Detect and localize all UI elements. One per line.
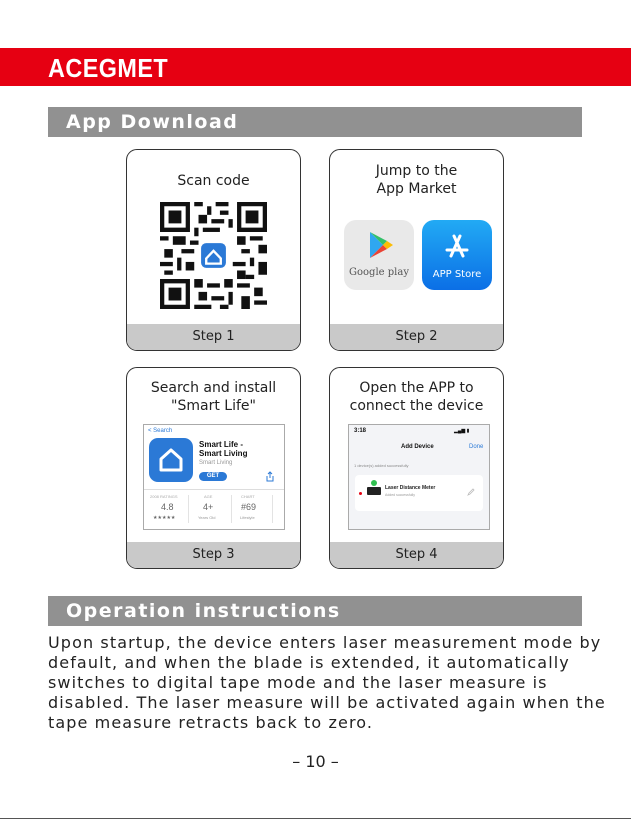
home-icon [149,438,193,482]
add-device-screenshot [348,424,490,530]
indicator-dot [359,492,362,495]
device-row[interactable] [355,475,483,511]
device-name: Laser Distance Meter [385,485,436,491]
step-title: Search and install "Smart Life" [150,380,277,414]
chart-label: Lifestyle [240,515,255,520]
brand-logo: ACEGMET [48,53,169,83]
rating-stars: ★★★★★ [153,515,176,521]
step-card-4 [329,367,504,569]
back-link: < Search [148,428,173,434]
smart-life-app-icon [149,438,193,482]
app-store-icon [442,230,472,260]
divider [188,495,189,523]
google-play-icon [368,230,394,260]
age-value: 4+ [203,502,214,512]
done-button[interactable]: Done [469,444,484,450]
step-card-2 [329,149,504,351]
status-icons: ▂▄▆ ▮ [454,428,470,434]
step-title: Scan code [177,173,250,189]
divider [272,495,273,523]
step-card-1 [126,149,301,351]
section-operation-instructions: Operation instructions [48,596,582,626]
app-listing-screenshot [143,424,285,530]
device-status: Added successfully [385,493,415,497]
get-button[interactable]: GET [199,472,227,481]
app-name: Smart Life - Smart Living [199,440,248,458]
step-title: Open the APP to connect the device [349,380,484,414]
step-label: Step 3 [127,542,300,568]
ratings-header: 2008 RATINGS [150,494,178,499]
app-store-label: APP Store [432,269,482,280]
qr-code-icon [160,202,267,309]
divider [231,495,232,523]
status-time: 3:18 [354,428,367,434]
step-label: Step 2 [330,324,503,350]
bottom-rule [0,818,631,819]
brand-bar [0,48,631,86]
check-icon [371,480,377,486]
added-status: 1 device(s) added successfully [354,463,409,468]
age-header: AGE [204,494,213,499]
age-label: Years Old [198,515,216,520]
instructions-paragraph: Upon startup, the device enters laser measurement mode by default, and when the blade is extended, it automatically switches to digital tape mode and the laser measure is disabled. The laser measure will be activated again when the tape measure retracts back to zero. [48,633,606,732]
add-device-title: Add Device [401,444,434,450]
step-label: Step 4 [330,542,503,568]
divider [144,489,284,490]
step-label: Step 1 [127,324,300,350]
chart-header: CHART [241,494,255,499]
rating-value: 4.8 [161,502,174,512]
step-title: Jump to the App Market [375,163,458,197]
google-play-badge [344,220,414,290]
app-subtitle: Smart Living [199,460,233,466]
page-number: – 10 – [292,752,339,771]
chart-value: #69 [241,502,257,512]
edit-icon[interactable] [467,488,475,496]
section-app-download: App Download [48,107,582,137]
share-icon[interactable] [265,471,275,482]
step-card-3 [126,367,301,569]
device-thumbnail [367,487,381,495]
app-store-badge [422,220,492,290]
google-play-label: Google play [349,267,409,278]
